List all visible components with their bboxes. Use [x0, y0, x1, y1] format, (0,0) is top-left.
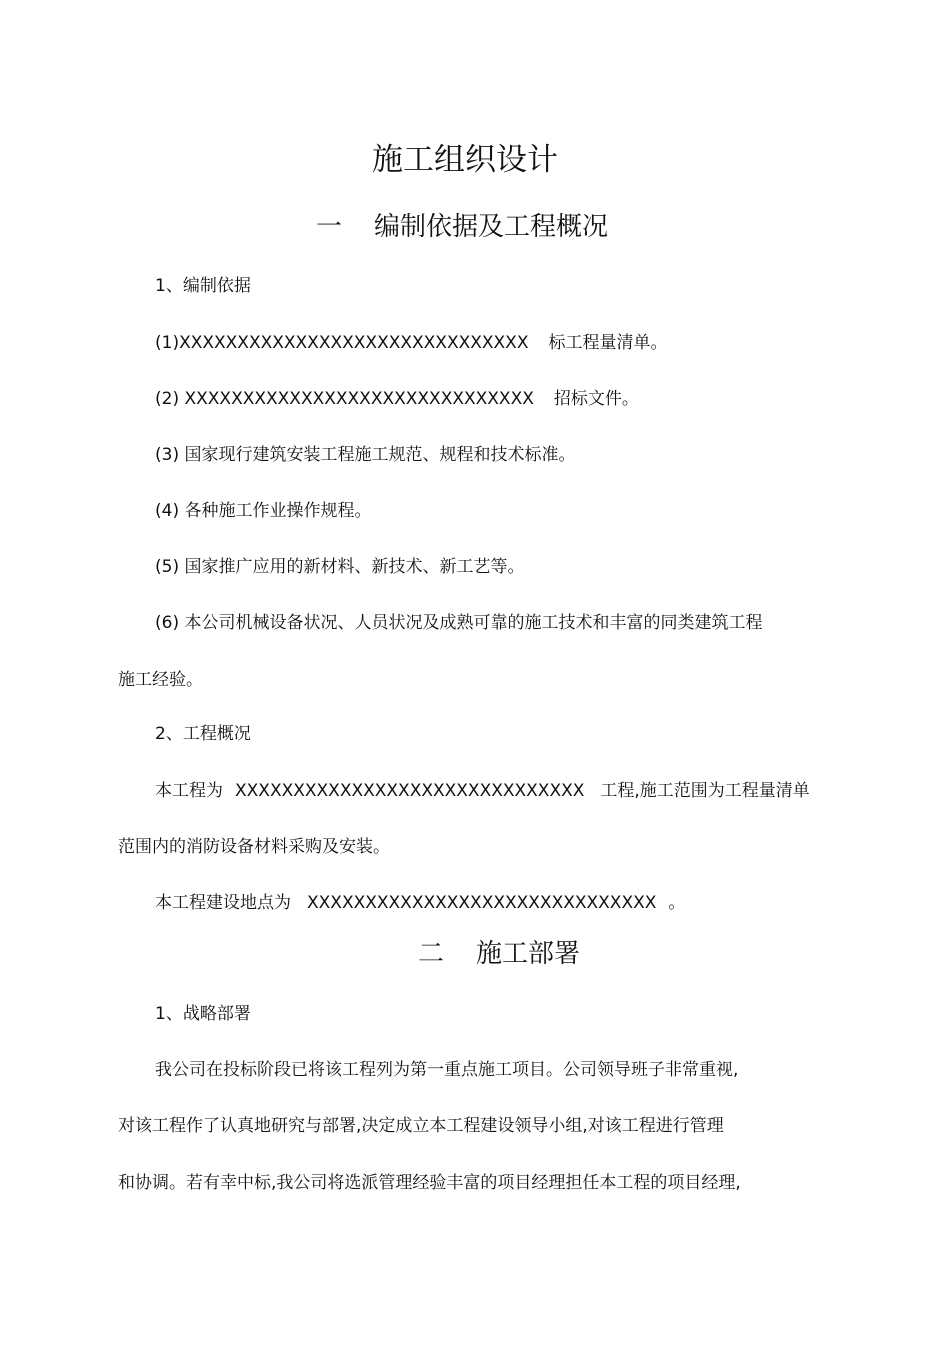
overview-line-2: 范围内的消防设备材料采购及安装。: [118, 837, 390, 857]
deployment-para-line-1: 我公司在投标阶段已将该工程列为第一重点施工项目。公司领导班子非常重视,: [155, 1060, 739, 1080]
section-1-number: 一: [316, 212, 343, 242]
basis-item-4: (4) 各种施工作业操作规程。: [155, 501, 372, 521]
deployment-para-line-2: 对该工程作了认真地研究与部署,决定成立本工程建设领导小组,对该工程进行管理: [118, 1116, 724, 1136]
section-2-title: 施工部署: [476, 939, 581, 969]
section-2-number: 二: [418, 939, 445, 969]
subheading-compilation-basis: 1、编制依据: [155, 276, 251, 296]
basis-item-1: (1)XXXXXXXXXXXXXXXXXXXXXXXXXXXXXX 标工程量清单。: [155, 333, 668, 353]
subheading-project-overview: 2、工程概况: [155, 724, 251, 744]
basis-item-5: (5) 国家推广应用的新材料、新技术、新工艺等。: [155, 557, 525, 577]
basis-item-3: (3) 国家现行建筑安装工程施工规范、规程和技术标准。: [155, 445, 576, 465]
section-2-heading: [418, 937, 580, 971]
location-line: 本工程建设地点为 XXXXXXXXXXXXXXXXXXXXXXXXXXXXXX 。: [155, 893, 686, 913]
deployment-para-line-3: 和协调。若有幸中标,我公司将选派管理经验丰富的项目经理担任本工程的项目经理,: [118, 1173, 741, 1193]
section-1-heading: [316, 210, 608, 244]
overview-line-1: 本工程为 XXXXXXXXXXXXXXXXXXXXXXXXXXXXXX 工程,施工范围为工程量清单: [155, 781, 810, 801]
basis-item-6-line-2: 施工经验。: [118, 670, 203, 690]
basis-item-2: (2) XXXXXXXXXXXXXXXXXXXXXXXXXXXXXX 招标文件。: [155, 389, 639, 409]
basis-item-6-line-1: (6) 本公司机械设备状况、人员状况及成熟可靠的施工技术和丰富的同类建筑工程: [155, 613, 763, 633]
document-title: 施工组织设计: [372, 142, 558, 178]
subheading-strategic-deployment: 1、战略部署: [155, 1004, 251, 1024]
section-1-title: 编制依据及工程概况: [374, 212, 609, 242]
